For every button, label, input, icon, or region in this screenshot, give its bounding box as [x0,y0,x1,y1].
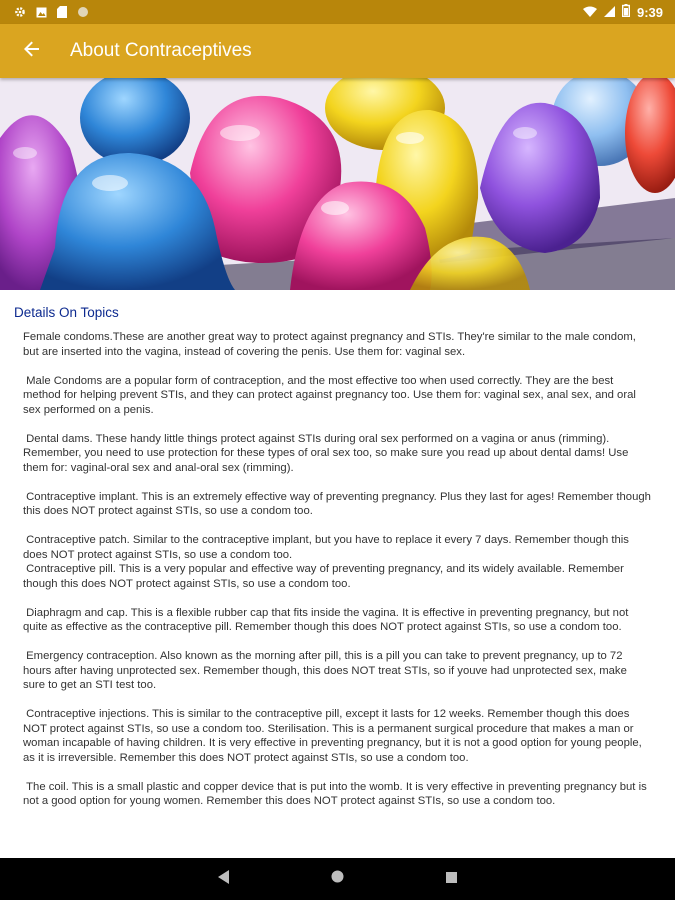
photo-icon [35,6,47,18]
status-right-icons [583,4,663,20]
content-area[interactable] [0,290,675,858]
arrow-back-icon [24,41,40,62]
page-title: About Contraceptives [70,40,252,61]
paragraph-spacer [23,693,651,708]
paragraph: Emergency contraception. Also known as the morning after pill, this is a pill you can take to prevent pregnancy, up to 72 hours after having unprotected sex. Remember though, this does NOT treat STIs, so if youve had unprotected sex, make sure to get an STI test too. [23,650,631,691]
battery-icon [622,4,630,20]
paragraph-spacer [23,635,651,650]
paragraph-spacer [23,591,651,606]
app-bar [0,24,675,78]
paragraph: Contraceptive patch. Similar to the contraceptive implant, but you have to replace it every 7 days. Remember though this does NOT protect against STIs, so use a condom too. Contraceptive pill. This is a very popular and effective way of preventing pregnancy, and its widely available. Remember though this does NOT protect against STIs, so use a condom too. [23,534,629,590]
paragraph-spacer [23,359,651,374]
paragraph-spacer [23,417,651,432]
paragraph-spacer [23,475,651,490]
wifi-icon [583,5,597,20]
paragraph-spacer [23,519,651,534]
paragraph-list [14,330,655,809]
sd-card-icon [56,6,68,18]
paragraph: Contraceptive implant. This is an extremely effective way of preventing pregnancy. Plus they last for ages! Remember though this does NOT protect against STIs, so use a condom too. [23,490,655,517]
navigation-bar [0,858,675,900]
paragraph: Male Condoms are a popular form of contraception, and the most effective too when used correctly. They are the best method for helping prevent STIs, and they can protect against pregnancy too. Use them for: vaginal sex, anal sex, and oral sex performed on a penis. [23,374,640,416]
condoms-illustration [0,78,675,290]
section-title: Details On Topics [14,305,119,320]
nav-home-button[interactable] [328,869,348,889]
status-left-icons [14,6,89,18]
gear-icon [14,6,26,18]
paragraph: Contraceptive injections. This is similar to the contraceptive pill, except it lasts for 12 weeks. Remember though this does NOT protect against STIs, so use a condom too. Sterilisation. This is a permanent surgical procedure that makes a man or woman incapable of having children. It is very effective in preventing pregnancy, but it is not a good option for young people, as it is irreversible. Remember this does NOT protect against STIs, so use a condom too. [23,708,645,764]
back-triangle-icon [218,870,230,889]
paragraph: Dental dams. These handy little things protect against STIs during oral sex performed on a vagina or anus (rimming). Remember, you need to use protection for these types of oral sex too, so make sure you read up about dental dams! Use them for: vaginal-oral sex and anal-oral sex (rimming). [23,432,632,474]
recents-square-icon [446,870,457,888]
paragraph: The coil. This is a small plastic and copper device that is put into the womb. It is very effective in preventing pregnancy but is not a good option for young women. Remember this does NOT protect against STIs, so use a condom too. [23,780,650,807]
back-button[interactable] [0,24,64,78]
hero-image [0,78,675,290]
nav-back-button[interactable] [214,869,234,889]
status-bar [0,0,675,24]
circle-icon [77,6,89,18]
nav-recents-button[interactable] [442,869,462,889]
paragraph: Diaphragm and cap. This is a flexible rubber cap that fits inside the vagina. It is effective in preventing pregnancy, but not quite as effective as the contraceptive pill. Remember though this does NOT protect against STIs, so use a condom too. [23,606,632,633]
paragraph-spacer [23,765,651,780]
signal-icon [604,5,615,20]
paragraph: Female condoms.These are another great way to protect against pregnancy and STIs. They're similar to the male condom, but are inserted into the vagina, instead of covering the penis. Use them for: vaginal sex. [23,331,640,358]
status-time: 9:39 [636,4,663,20]
home-circle-icon [331,870,344,888]
